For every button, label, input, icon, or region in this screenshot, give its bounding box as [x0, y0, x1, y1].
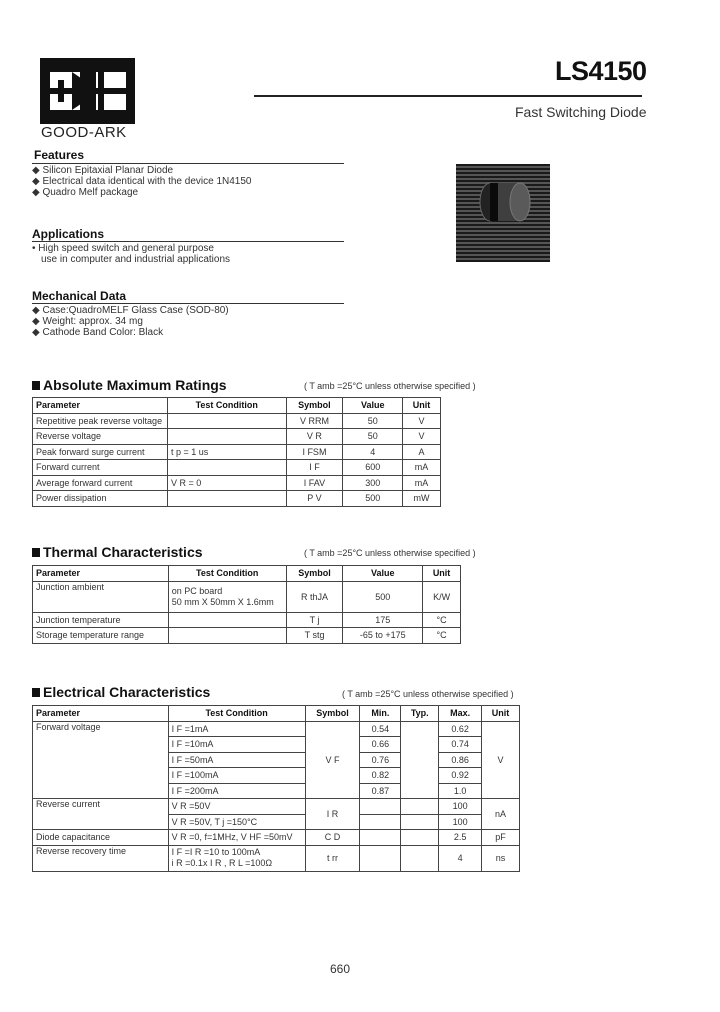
table-cell: 0.74	[439, 737, 482, 753]
table-cell	[401, 799, 439, 815]
table-cell	[401, 814, 439, 830]
table-cell: I FSM	[286, 444, 343, 460]
thermal-heading: Thermal Characteristics	[32, 544, 203, 560]
table-row	[33, 413, 441, 429]
table-cell: I F =100mA	[168, 768, 305, 784]
table-cell: 4	[439, 845, 482, 871]
table-cell: 0.82	[360, 768, 401, 784]
table-cell	[168, 628, 286, 644]
table-cell: I F =200mA	[168, 783, 305, 799]
table-cell: nA	[482, 799, 520, 830]
feature-item: ◆ Silicon Epitaxial Planar Diode	[32, 165, 174, 176]
table-cell: Junction temperature	[33, 612, 169, 628]
table-cell: 0.66	[360, 737, 401, 753]
applications-title: Applications	[32, 227, 105, 241]
table-cell: V R = 0	[167, 475, 286, 491]
table-row	[33, 581, 461, 612]
table-cell	[360, 845, 401, 871]
table-cell	[401, 830, 439, 846]
mechanical-title: Mechanical Data	[32, 289, 127, 303]
table-cell: V R =50V	[168, 799, 305, 815]
mechanical-item: ◆ Weight: approx. 34 mg	[32, 316, 143, 327]
table-cell: C D	[305, 830, 360, 846]
electrical-table	[32, 705, 520, 872]
table-cell: I F =10mA	[168, 737, 305, 753]
table-cell: t rr	[305, 845, 360, 871]
table-cell: 0.92	[439, 768, 482, 784]
table-cell: 2.5	[439, 830, 482, 846]
feature-item: ◆ Quadro Melf package	[32, 187, 139, 198]
table-row	[33, 491, 441, 507]
table-cell: V RRM	[286, 413, 343, 429]
table-cell: V R =0, f=1MHz, V HF =50mV	[168, 830, 305, 846]
table-cell: Repetitive peak reverse voltage	[33, 413, 168, 429]
company-logo	[40, 58, 135, 124]
table-cell	[401, 721, 439, 799]
table-cell: V	[482, 721, 520, 799]
table-cell: mA	[403, 460, 441, 476]
electrical-heading: Electrical Characteristics	[32, 684, 210, 700]
table-cell: 1.0	[439, 783, 482, 799]
table-cell	[167, 491, 286, 507]
table-cell: °C	[423, 628, 461, 644]
table-row	[33, 612, 461, 628]
table-cell: 50	[343, 413, 403, 429]
table-cell: V R =50V, T j =150°C	[168, 814, 305, 830]
table-cell: 0.54	[360, 721, 401, 737]
brand-name: GOOD-ARK	[41, 124, 127, 141]
part-subtitle: Fast Switching Diode	[515, 104, 647, 120]
table-cell: 600	[343, 460, 403, 476]
table-cell: I F	[286, 460, 343, 476]
table-cell: V	[403, 429, 441, 445]
table-cell: Average forward current	[33, 475, 168, 491]
application-item: • High speed switch and general purpose	[32, 243, 214, 254]
table-cell	[360, 814, 401, 830]
table-cell: pF	[482, 830, 520, 846]
electrical-condition-note: ( T amb =25°C unless otherwise specified )	[342, 689, 514, 699]
table-cell: P V	[286, 491, 343, 507]
table-cell	[401, 845, 439, 871]
table-cell: -65 to +175	[343, 628, 423, 644]
table-cell: 175	[343, 612, 423, 628]
table-cell: Diode capacitance	[33, 830, 169, 846]
thermal-table	[32, 565, 461, 644]
table-cell	[167, 429, 286, 445]
table-row	[33, 444, 441, 460]
table-row	[33, 628, 461, 644]
table-row	[33, 845, 520, 871]
table-row	[33, 799, 520, 815]
features-title: Features	[34, 148, 85, 162]
table-cell: T j	[286, 612, 343, 628]
mechanical-divider	[32, 303, 344, 304]
title-divider	[254, 95, 642, 97]
table-cell	[167, 460, 286, 476]
table-header-row: Parameter Test Condition Symbol Value Unit	[33, 566, 461, 582]
table-cell: K/W	[423, 581, 461, 612]
amr-table	[32, 397, 441, 507]
table-cell: 0.86	[439, 752, 482, 768]
table-cell: 100	[439, 799, 482, 815]
table-cell: ns	[482, 845, 520, 871]
table-cell: Peak forward surge current	[33, 444, 168, 460]
table-cell: I F =1mA	[168, 721, 305, 737]
table-cell: Forward voltage	[33, 721, 169, 799]
table-cell: on PC board 50 mm X 50mm X 1.6mm	[168, 581, 286, 612]
table-cell	[360, 830, 401, 846]
table-cell: V F	[305, 721, 360, 799]
table-cell: Storage temperature range	[33, 628, 169, 644]
mechanical-item: ◆ Cathode Band Color: Black	[32, 327, 164, 338]
table-cell: Junction ambient	[33, 581, 169, 612]
table-cell: V R	[286, 429, 343, 445]
table-cell: 0.76	[360, 752, 401, 768]
product-photo	[456, 164, 550, 262]
table-cell: I F =50mA	[168, 752, 305, 768]
applications-divider	[32, 241, 344, 242]
table-cell: Reverse recovery time	[33, 845, 169, 871]
table-cell: I FAV	[286, 475, 343, 491]
table-cell: 300	[343, 475, 403, 491]
table-cell: V	[403, 413, 441, 429]
table-cell: Reverse current	[33, 799, 169, 830]
table-row	[33, 475, 441, 491]
part-number-title: LS4150	[555, 56, 647, 86]
table-row	[33, 429, 441, 445]
table-header-row: Parameter Test Condition Symbol Value Unit	[33, 398, 441, 414]
table-cell	[360, 799, 401, 815]
table-row	[33, 830, 520, 846]
table-cell: mW	[403, 491, 441, 507]
mechanical-item: ◆ Case:QuadroMELF Glass Case (SOD-80)	[32, 305, 229, 316]
table-cell: mA	[403, 475, 441, 491]
table-cell: I R	[305, 799, 360, 830]
table-cell: 100	[439, 814, 482, 830]
table-cell: 4	[343, 444, 403, 460]
amr-condition-note: ( T amb =25°C unless otherwise specified )	[304, 381, 476, 391]
table-cell: 0.62	[439, 721, 482, 737]
table-cell: Reverse voltage	[33, 429, 168, 445]
table-cell: 50	[343, 429, 403, 445]
amr-heading: Absolute Maximum Ratings	[32, 377, 227, 393]
feature-item: ◆ Electrical data identical with the device 1N4150	[32, 176, 252, 187]
table-cell: t p = 1 us	[167, 444, 286, 460]
table-cell: 500	[343, 581, 423, 612]
table-cell: I F =I R =10 to 100mA i R =0.1x I R , R L =100Ω	[168, 845, 305, 871]
table-cell: 500	[343, 491, 403, 507]
table-cell	[167, 413, 286, 429]
table-cell: T stg	[286, 628, 343, 644]
features-divider	[32, 163, 344, 164]
table-row	[33, 721, 520, 737]
table-cell: Power dissipation	[33, 491, 168, 507]
page-number: 660	[330, 962, 351, 976]
table-cell: °C	[423, 612, 461, 628]
table-header-row: Parameter Test Condition Symbol Min. Typ. Max. Unit	[33, 706, 520, 722]
table-cell: R thJA	[286, 581, 343, 612]
table-cell	[168, 612, 286, 628]
table-cell: 0.87	[360, 783, 401, 799]
table-cell: A	[403, 444, 441, 460]
thermal-condition-note: ( T amb =25°C unless otherwise specified )	[304, 548, 476, 558]
table-cell: Forward current	[33, 460, 168, 476]
application-item: use in computer and industrial applications	[41, 254, 230, 265]
table-row	[33, 460, 441, 476]
